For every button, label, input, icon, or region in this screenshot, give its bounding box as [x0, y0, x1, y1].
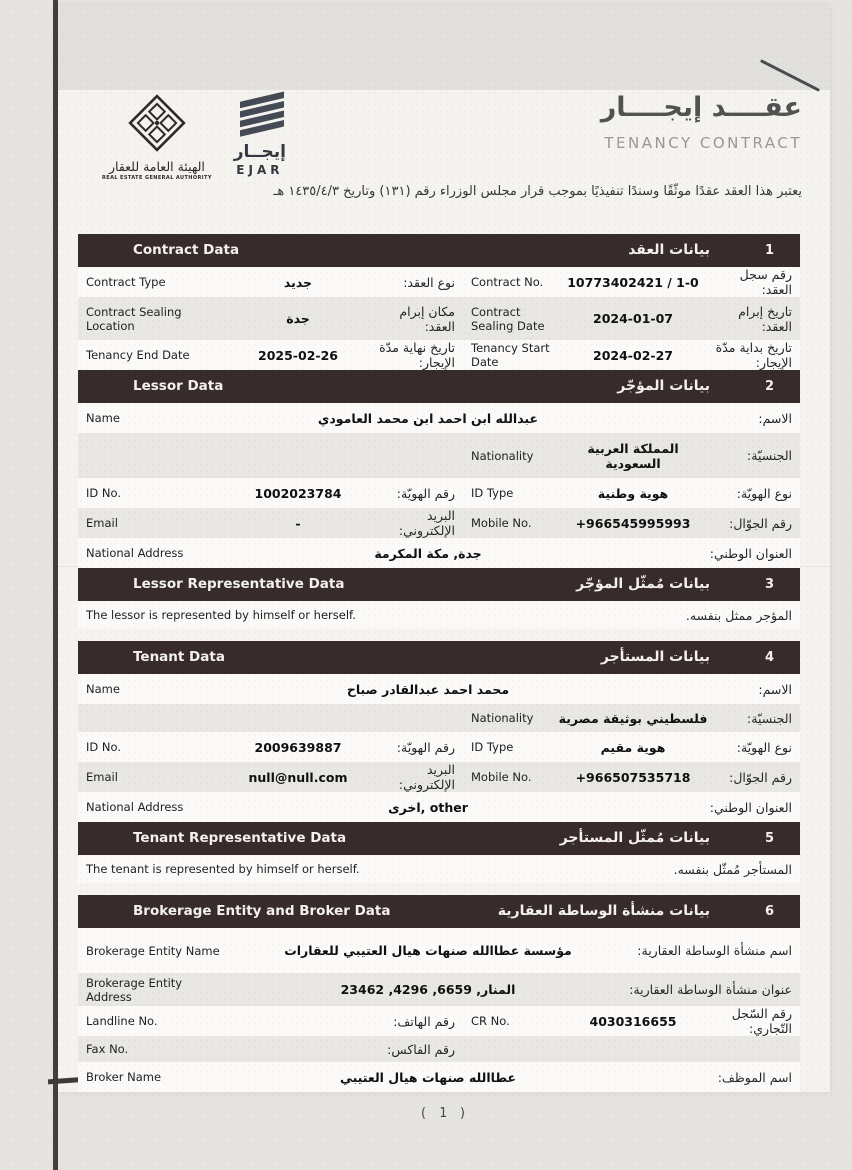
- field-value: null@null.com: [248, 769, 348, 785]
- field-label-ar: رقم الفاكس:: [387, 1041, 455, 1057]
- table-row: [78, 297, 800, 340]
- section-number: 6: [764, 904, 774, 919]
- field-value: المملكة العربية السعودية: [587, 440, 679, 471]
- field-label-en: Email: [86, 516, 118, 530]
- field-label-en: Brokerage Entity Name: [86, 943, 220, 958]
- note-text-en: The tenant is represented by himself or herself.: [86, 862, 360, 876]
- section-title-arabic: بيانات العقد: [628, 242, 710, 258]
- field-label-en: Contract No.: [471, 275, 544, 289]
- section-title-english: Tenant Representative Data: [133, 830, 347, 846]
- field-value: 2025-02-26: [258, 347, 338, 363]
- field-label-ar: تاريخ إبرام العقد:: [738, 303, 792, 334]
- field-label-en: Landline No.: [86, 1014, 158, 1028]
- section-header: [78, 234, 800, 267]
- field-label-ar: رقم الجوّال:: [729, 769, 792, 785]
- field-label-ar: رقم الهاتف:: [393, 1013, 455, 1029]
- table-row: [78, 508, 800, 538]
- page-number: ( 1 ): [419, 1106, 469, 1121]
- field-label-en: Broker Name: [86, 1070, 162, 1084]
- rega-name-english: REAL ESTATE GENERAL AUTHORITY: [102, 175, 212, 181]
- field-label-en: Name: [86, 411, 120, 425]
- section-title-english: Brokerage Entity and Broker Data: [133, 903, 391, 919]
- field-label-ar: العنوان الوطني:: [709, 545, 792, 561]
- field-label-en: ID No.: [86, 740, 121, 754]
- field-label-ar: نوع الهويّة:: [736, 485, 792, 501]
- field-label-ar: رقم سجل العقد:: [739, 267, 792, 297]
- section-number: 5: [764, 831, 774, 846]
- table-row: [78, 403, 800, 433]
- field-label-en: ID No.: [86, 486, 121, 500]
- table-row: [78, 973, 800, 1006]
- field-label-en: Contract Sealing Date: [471, 304, 545, 333]
- field-label-ar: تاريخ بداية مدّة الإيجار:: [715, 340, 792, 370]
- field-value: -: [295, 515, 301, 531]
- field-label-ar: تاريخ نهاية مدّة الإيجار:: [379, 340, 455, 370]
- field-value: 2024-02-27: [593, 347, 673, 363]
- table-row: [78, 267, 800, 297]
- section-lessor-representative: [78, 568, 800, 629]
- scan-top-shade: [58, 6, 830, 90]
- section-title-arabic: بيانات المؤجّر: [617, 378, 710, 394]
- note-text-en: The lessor is represented by himself or herself.: [86, 608, 356, 622]
- field-label-en: Contract Type: [86, 275, 166, 289]
- field-value: جديد: [283, 274, 313, 290]
- section-title-arabic: بيانات منشأة الوساطة العقارية: [497, 903, 710, 919]
- field-value: محمد احمد عبدالقادر صباح: [346, 681, 510, 697]
- field-label-ar: الجنسيّة:: [747, 448, 792, 463]
- table-row: [78, 704, 800, 732]
- field-label-en: ID Type: [471, 740, 514, 754]
- field-label-en: Tenancy Start Date: [471, 341, 550, 369]
- section-number: 2: [764, 379, 774, 394]
- section-number: 3: [764, 577, 774, 592]
- field-label-en: Nationality: [471, 711, 534, 725]
- field-label-ar: عنوان منشأة الوساطة العقارية:: [629, 982, 792, 997]
- field-label-en: Name: [86, 682, 120, 696]
- section-title-arabic: بيانات مُمثّل المؤجّر: [576, 576, 710, 592]
- ejar-stripes-icon: [230, 90, 290, 142]
- table-row: [78, 1062, 800, 1092]
- field-label-ar: رقم الجوّال:: [729, 515, 792, 531]
- field-value: جدة: [286, 311, 310, 326]
- field-label-en: Contract Sealing Location: [86, 304, 182, 333]
- table-row: [78, 762, 800, 792]
- section-number: 1: [764, 243, 774, 258]
- field-label-en: Mobile No.: [471, 770, 532, 784]
- section-header: [78, 822, 800, 855]
- field-label-ar: البريد الإلكتروني:: [398, 508, 455, 538]
- field-value: +966507535718: [575, 769, 691, 785]
- field-label-ar: نوع الهويّة:: [736, 739, 792, 755]
- rega-diamond-icon: [124, 90, 190, 156]
- table-row: [78, 674, 800, 704]
- field-label-ar: العنوان الوطني:: [709, 799, 792, 815]
- field-label-ar: الاسم:: [758, 410, 792, 426]
- table-row: [78, 1036, 800, 1062]
- section-header: [78, 370, 800, 403]
- field-value: فلسطيني بوثيقة مصرية: [558, 710, 708, 726]
- field-value: 2009639887: [254, 739, 342, 755]
- table-row: [78, 928, 800, 973]
- section-title-english: Lessor Representative Data: [133, 576, 345, 592]
- field-label-en: Fax No.: [86, 1042, 129, 1056]
- field-value: 10773402421 / 1-0: [567, 274, 699, 290]
- section-header: [78, 895, 800, 928]
- ejar-name-english: EJAR: [236, 163, 284, 177]
- field-label-ar: رقم السّجل التّجاري:: [731, 1006, 792, 1036]
- table-row: [78, 478, 800, 508]
- note-text-ar: المستأجر مُمثّل بنفسه.: [673, 861, 792, 877]
- field-label-ar: الاسم:: [758, 681, 792, 697]
- field-label-en: Brokerage Entity Address: [86, 975, 183, 1004]
- field-label-ar: رقم الهويّة:: [396, 485, 455, 501]
- section-brokerage-data: [78, 895, 800, 1092]
- field-label-en: National Address: [86, 546, 184, 560]
- field-value: المنار, 6659, 4296, 23462: [340, 982, 516, 997]
- section-header: [78, 568, 800, 601]
- table-row: [78, 1006, 800, 1036]
- field-label-ar: اسم منشأة الوساطة العقارية:: [637, 943, 792, 958]
- representative-note: [78, 601, 800, 629]
- representative-note: [78, 855, 800, 883]
- field-value: مؤسسة عطاالله صنهات هيال العتيبي للعقارات: [284, 943, 572, 958]
- field-value: عطاالله صنهات هيال العتيبي: [339, 1069, 517, 1085]
- section-header: [78, 641, 800, 674]
- field-label-en: Tenancy End Date: [86, 348, 190, 362]
- document-title-arabic: عقــــد إيجــــار: [600, 92, 802, 123]
- note-text-ar: المؤجر ممثل بنفسه.: [685, 607, 792, 623]
- table-row: [78, 538, 800, 568]
- field-label-en: Mobile No.: [471, 516, 532, 530]
- section-title-english: Lessor Data: [133, 378, 224, 394]
- field-value: 2024-01-07: [593, 311, 673, 326]
- field-label-en: Email: [86, 770, 118, 784]
- rega-name-arabic: الهيئة العامة للعقار: [108, 159, 205, 174]
- table-row: [78, 340, 800, 370]
- contract-table: [78, 234, 800, 1092]
- field-value: +966545995993: [575, 515, 691, 531]
- field-value: هوية مقيم: [600, 739, 666, 755]
- rega-logo: [102, 90, 212, 181]
- field-label-en: Nationality: [471, 448, 534, 463]
- ejar-logo: [230, 90, 290, 177]
- field-value: عبدالله ابن احمد ابن محمد العامودي: [317, 410, 539, 426]
- field-label-ar: الجنسيّة:: [747, 710, 792, 726]
- table-row: [78, 433, 800, 478]
- section-contract-data: [78, 234, 800, 370]
- field-label-en: National Address: [86, 800, 184, 814]
- ejar-name-arabic: إيجــار: [233, 142, 287, 162]
- table-row: [78, 792, 800, 822]
- field-label-en: CR No.: [471, 1014, 510, 1028]
- section-tenant-representative: [78, 822, 800, 883]
- field-label-ar: نوع العقد:: [403, 274, 455, 290]
- section-lessor-data: [78, 370, 800, 568]
- field-label-ar: مكان إبرام العقد:: [399, 303, 455, 334]
- section-title-english: Contract Data: [133, 242, 240, 258]
- document-title-english: TENANCY CONTRACT: [604, 134, 802, 152]
- field-value: هوية وطنية: [597, 485, 669, 501]
- section-tenant-data: [78, 641, 800, 822]
- table-row: [78, 732, 800, 762]
- field-label-ar: اسم الموظف:: [717, 1069, 792, 1085]
- field-value: جدة, مكة المكرمة: [374, 545, 482, 561]
- section-title-arabic: بيانات مُمثّل المستأجر: [559, 830, 710, 846]
- section-title-english: Tenant Data: [133, 649, 225, 665]
- field-label-ar: رقم الهويّة:: [396, 739, 455, 755]
- contract-page: [58, 6, 830, 1092]
- header-logos: [102, 90, 290, 181]
- field-value: اخرى, other: [388, 799, 468, 815]
- section-title-arabic: بيانات المستأجر: [600, 649, 710, 665]
- field-label-ar: البريد الإلكتروني:: [398, 762, 455, 792]
- field-value: 1002023784: [254, 485, 342, 501]
- field-label-en: ID Type: [471, 486, 514, 500]
- legal-disclaimer: يعتبر هذا العقد عقدًا موثّقًا وسندًا تنفيذيًا بموجب قرار مجلس الوزراء رقم (١٣١) وتاريخ ١٤٣٥/٤/٣ هـ: [273, 184, 802, 199]
- field-value: 4030316655: [589, 1013, 677, 1029]
- section-number: 4: [764, 650, 774, 665]
